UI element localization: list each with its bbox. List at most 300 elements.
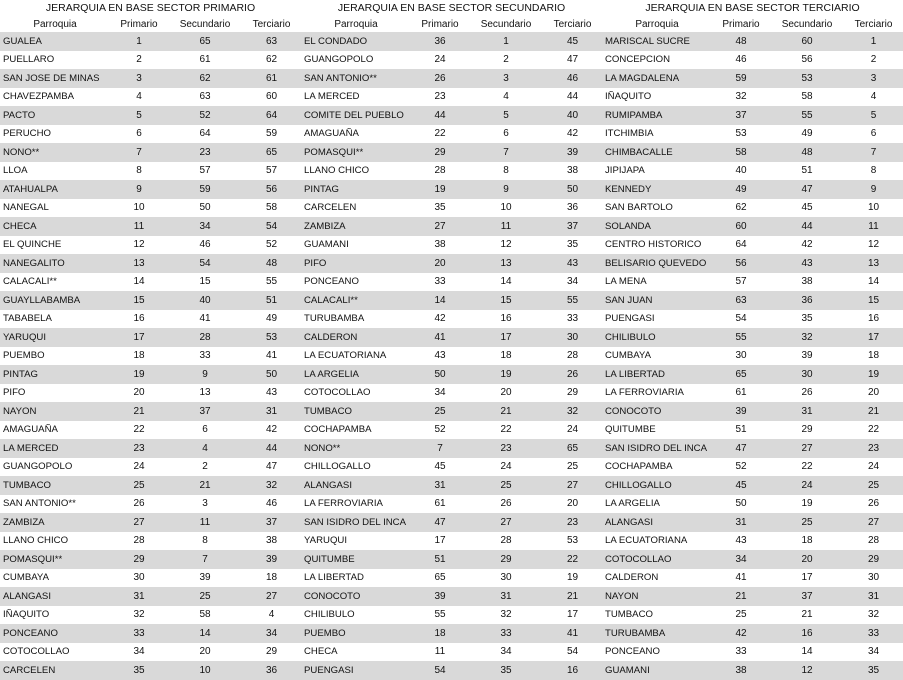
table-row [301,458,602,477]
table-row [602,328,903,347]
cell-parroquia: PINTAG [0,365,110,384]
table-row [602,106,903,125]
table-row [602,51,903,70]
cell-terciario: 21 [543,587,602,606]
cell-parroquia: ALANGASI [0,587,110,606]
cell-parroquia: PINTAG [301,180,411,199]
cell-terciario: 13 [844,254,903,273]
cell-parroquia: LA ARGELIA [602,495,712,514]
table-row [0,125,301,144]
cell-terciario: 47 [242,458,301,477]
cell-primario: 25 [110,476,168,495]
cell-primario: 38 [712,661,770,680]
header-terciario: Terciario [252,18,291,30]
table-row [602,236,903,255]
cell-secundario: 2 [168,458,242,477]
table-row [0,69,301,88]
cell-terciario: 12 [844,236,903,255]
cell-primario: 11 [411,643,469,662]
cell-parroquia: TUMBACO [602,606,712,625]
cell-terciario: 32 [844,606,903,625]
cell-secundario: 23 [168,143,242,162]
cell-primario: 63 [712,291,770,310]
cell-parroquia: TABABELA [0,310,110,329]
cell-primario: 55 [712,328,770,347]
cell-terciario: 62 [242,51,301,70]
cell-parroquia: PIFO [301,254,411,273]
cell-secundario: 10 [469,199,543,218]
table-row [301,162,602,181]
cell-secundario: 26 [469,495,543,514]
cell-primario: 14 [110,273,168,292]
cell-primario: 40 [712,162,770,181]
cell-parroquia: SAN BARTOLO [602,199,712,218]
cell-terciario: 37 [242,513,301,532]
cell-secundario: 63 [168,88,242,107]
cell-secundario: 31 [770,402,844,421]
cell-terciario: 38 [543,162,602,181]
cell-secundario: 15 [469,291,543,310]
cell-terciario: 27 [242,587,301,606]
cell-primario: 46 [712,51,770,70]
cell-terciario: 11 [844,217,903,236]
cell-parroquia: LA ECUATORIANA [602,532,712,551]
cell-secundario: 58 [770,88,844,107]
cell-parroquia: NAYON [0,402,110,421]
cell-secundario: 17 [469,328,543,347]
header-row [0,16,301,32]
cell-secundario: 34 [168,217,242,236]
cell-parroquia: TURUBAMBA [301,310,411,329]
cell-primario: 39 [712,402,770,421]
cell-secundario: 20 [168,643,242,662]
cell-parroquia: CARCELEN [301,199,411,218]
cell-terciario: 25 [844,476,903,495]
cell-primario: 13 [110,254,168,273]
table-row [301,643,602,662]
cell-secundario: 41 [168,310,242,329]
table-row [602,217,903,236]
cell-terciario: 40 [543,106,602,125]
cell-secundario: 62 [168,69,242,88]
cell-secundario: 13 [168,384,242,403]
cell-parroquia: AMAGUAÑA [301,125,411,144]
header-secundario: Secundario [179,18,231,30]
cell-parroquia: TUMBACO [0,476,110,495]
table-row [301,236,602,255]
cell-secundario: 57 [168,162,242,181]
cell-secundario: 14 [770,643,844,662]
cell-parroquia: EL CONDADO [301,32,411,51]
cell-terciario: 28 [543,347,602,366]
cell-secundario: 40 [168,291,242,310]
cell-secundario: 44 [770,217,844,236]
table-row [0,532,301,551]
cell-primario: 8 [110,162,168,181]
cell-terciario: 24 [844,458,903,477]
cell-secundario: 39 [770,347,844,366]
cell-parroquia: LA LIBERTAD [602,365,712,384]
cell-terciario: 35 [543,236,602,255]
cell-parroquia: CONOCOTO [602,402,712,421]
cell-secundario: 11 [469,217,543,236]
cell-terciario: 54 [543,643,602,662]
cell-primario: 2 [110,51,168,70]
header-parroquia: Parroquia [334,18,378,30]
table-row [301,273,602,292]
cell-parroquia: NONO** [0,143,110,162]
cell-secundario: 22 [469,421,543,440]
cell-terciario: 37 [543,217,602,236]
cell-parroquia: EL QUINCHE [0,236,110,255]
panel-title: JERARQUIA EN BASE SECTOR SECUNDARIO [337,2,566,14]
cell-parroquia: LA MENA [602,273,712,292]
cell-primario: 36 [411,32,469,51]
cell-terciario: 53 [543,532,602,551]
panel-title: JERARQUIA EN BASE SECTOR TERCIARIO [645,2,860,14]
cell-secundario: 50 [168,199,242,218]
cell-terciario: 48 [242,254,301,273]
cell-terciario: 41 [242,347,301,366]
cell-secundario: 32 [469,606,543,625]
table-row [301,88,602,107]
cell-terciario: 10 [844,199,903,218]
cell-secundario: 43 [770,254,844,273]
cell-secundario: 32 [770,328,844,347]
cell-secundario: 30 [770,365,844,384]
cell-parroquia: PONCEANO [0,624,110,643]
cell-terciario: 34 [242,624,301,643]
cell-secundario: 33 [469,624,543,643]
cell-secundario: 21 [168,476,242,495]
cell-terciario: 43 [543,254,602,273]
cell-terciario: 50 [242,365,301,384]
cell-primario: 17 [110,328,168,347]
cell-parroquia: PUENGASI [602,310,712,329]
header-primario: Primario [421,18,459,30]
cell-parroquia: CALACALI** [301,291,411,310]
cell-parroquia: CONCEPCION [602,51,712,70]
cell-secundario: 42 [770,236,844,255]
table-row [301,328,602,347]
table-row [301,51,602,70]
table-row [301,439,602,458]
cell-primario: 22 [110,421,168,440]
cell-parroquia: CHIMBACALLE [602,143,712,162]
cell-terciario: 63 [242,32,301,51]
cell-terciario: 51 [242,291,301,310]
cell-parroquia: LLOA [0,162,110,181]
cell-primario: 47 [712,439,770,458]
cell-primario: 45 [712,476,770,495]
table-row [0,606,301,625]
cell-primario: 34 [411,384,469,403]
cell-primario: 52 [712,458,770,477]
table-row [0,236,301,255]
cell-parroquia: QUITUMBE [301,550,411,569]
header-parroquia: Parroquia [33,18,77,30]
cell-secundario: 37 [168,402,242,421]
cell-secundario: 12 [469,236,543,255]
cell-secundario: 20 [469,384,543,403]
table-row [301,291,602,310]
table-row [602,273,903,292]
cell-parroquia: BELISARIO QUEVEDO [602,254,712,273]
cell-primario: 6 [110,125,168,144]
cell-terciario: 64 [242,106,301,125]
cell-parroquia: COCHAPAMBA [602,458,712,477]
cell-parroquia: SAN ISIDRO DEL INCA [602,439,712,458]
cell-secundario: 8 [469,162,543,181]
table-row [0,217,301,236]
table-row [301,254,602,273]
cell-terciario: 26 [844,495,903,514]
cell-secundario: 3 [469,69,543,88]
cell-parroquia: SAN ANTONIO** [301,69,411,88]
cell-primario: 43 [411,347,469,366]
cell-primario: 35 [411,199,469,218]
cell-parroquia: IÑAQUITO [0,606,110,625]
table-row [301,495,602,514]
table-row [602,421,903,440]
cell-terciario: 45 [543,32,602,51]
cell-primario: 20 [411,254,469,273]
cell-parroquia: CHECA [301,643,411,662]
table-row [0,106,301,125]
cell-terciario: 58 [242,199,301,218]
cell-secundario: 27 [469,513,543,532]
cell-terciario: 39 [543,143,602,162]
cell-parroquia: LLANO CHICO [301,162,411,181]
cell-primario: 14 [411,291,469,310]
cell-parroquia: SOLANDA [602,217,712,236]
cell-parroquia: COTOCOLLAO [0,643,110,662]
cell-primario: 57 [712,273,770,292]
cell-primario: 12 [110,236,168,255]
cell-terciario: 14 [844,273,903,292]
cell-terciario: 27 [543,476,602,495]
cell-terciario: 35 [844,661,903,680]
cell-parroquia: GUANGOPOLO [301,51,411,70]
cell-parroquia: PACTO [0,106,110,125]
cell-terciario: 4 [844,88,903,107]
cell-primario: 28 [110,532,168,551]
cell-secundario: 26 [770,384,844,403]
cell-terciario: 5 [844,106,903,125]
cell-parroquia: COTOCOLLAO [602,550,712,569]
cell-primario: 65 [712,365,770,384]
table-row [602,643,903,662]
cell-secundario: 55 [770,106,844,125]
cell-primario: 19 [411,180,469,199]
table-row [301,606,602,625]
cell-primario: 11 [110,217,168,236]
cell-terciario: 33 [543,310,602,329]
cell-parroquia: CARCELEN [0,661,110,680]
cell-primario: 28 [411,162,469,181]
cell-primario: 56 [712,254,770,273]
cell-secundario: 46 [168,236,242,255]
cell-terciario: 20 [844,384,903,403]
cell-terciario: 65 [543,439,602,458]
table-row [602,495,903,514]
cell-primario: 7 [411,439,469,458]
cell-terciario: 52 [242,236,301,255]
table-row [602,365,903,384]
table-row [0,513,301,532]
table-row [0,328,301,347]
cell-secundario: 30 [469,569,543,588]
cell-terciario: 23 [543,513,602,532]
cell-parroquia: PONCEANO [301,273,411,292]
cell-secundario: 6 [469,125,543,144]
cell-parroquia: GUAMANI [602,661,712,680]
cell-parroquia: CHILLOGALLO [301,458,411,477]
cell-secundario: 1 [469,32,543,51]
cell-primario: 53 [712,125,770,144]
cell-terciario: 17 [844,328,903,347]
cell-secundario: 36 [770,291,844,310]
cell-secundario: 7 [168,550,242,569]
cell-terciario: 18 [844,347,903,366]
cell-secundario: 58 [168,606,242,625]
cell-secundario: 8 [168,532,242,551]
cell-primario: 42 [712,624,770,643]
cell-terciario: 29 [242,643,301,662]
cell-primario: 51 [712,421,770,440]
cell-primario: 26 [110,495,168,514]
cell-parroquia: CALACALI** [0,273,110,292]
cell-primario: 45 [411,458,469,477]
table-row [0,458,301,477]
cell-terciario: 2 [844,51,903,70]
cell-secundario: 14 [168,624,242,643]
cell-terciario: 44 [543,88,602,107]
cell-parroquia: NANEGAL [0,199,110,218]
cell-parroquia: POMASQUI** [301,143,411,162]
cell-terciario: 6 [844,125,903,144]
table-row [301,402,602,421]
header-terciario: Terciario [553,18,592,30]
cell-terciario: 4 [242,606,301,625]
cell-primario: 3 [110,69,168,88]
table-row [0,624,301,643]
table-row [301,217,602,236]
header-primario: Primario [120,18,158,30]
cell-terciario: 22 [844,421,903,440]
cell-primario: 24 [411,51,469,70]
cell-parroquia: CENTRO HISTORICO [602,236,712,255]
cell-parroquia: PUENGASI [301,661,411,680]
cell-secundario: 35 [770,310,844,329]
cell-terciario: 19 [543,569,602,588]
ranking-table [602,16,903,680]
cell-secundario: 25 [168,587,242,606]
table-row [301,513,602,532]
cell-secundario: 23 [469,439,543,458]
cell-terciario: 34 [543,273,602,292]
cell-parroquia: GUAMANI [301,236,411,255]
table-row [602,125,903,144]
cell-primario: 48 [712,32,770,51]
table-row [602,199,903,218]
cell-parroquia: PUEMBO [301,624,411,643]
cell-secundario: 34 [469,643,543,662]
cell-secundario: 61 [168,51,242,70]
cell-parroquia: LA LIBERTAD [301,569,411,588]
header-parroquia: Parroquia [635,18,679,30]
header-row [301,16,602,32]
table-row [0,402,301,421]
cell-secundario: 25 [469,476,543,495]
cell-primario: 35 [110,661,168,680]
cell-terciario: 16 [543,661,602,680]
cell-primario: 33 [411,273,469,292]
cell-primario: 43 [712,532,770,551]
cell-terciario: 27 [844,513,903,532]
cell-parroquia: ZAMBIZA [0,513,110,532]
table-row [0,421,301,440]
cell-parroquia: CHECA [0,217,110,236]
cell-secundario: 38 [770,273,844,292]
cell-primario: 1 [110,32,168,51]
cell-secundario: 6 [168,421,242,440]
cell-primario: 29 [110,550,168,569]
cell-parroquia: PERUCHO [0,125,110,144]
table-row [602,587,903,606]
table-row [602,384,903,403]
cell-parroquia: SAN ANTONIO** [0,495,110,514]
cell-terciario: 15 [844,291,903,310]
cell-primario: 24 [110,458,168,477]
cell-terciario: 24 [543,421,602,440]
cell-secundario: 53 [770,69,844,88]
cell-primario: 26 [411,69,469,88]
cell-terciario: 28 [844,532,903,551]
cell-terciario: 57 [242,162,301,181]
cell-terciario: 31 [844,587,903,606]
cell-terciario: 22 [543,550,602,569]
cell-terciario: 29 [543,384,602,403]
cell-parroquia: LLANO CHICO [0,532,110,551]
cell-secundario: 65 [168,32,242,51]
cell-terciario: 49 [242,310,301,329]
table-row [301,587,602,606]
cell-terciario: 46 [543,69,602,88]
table-row [602,458,903,477]
table-row [602,88,903,107]
table-row [0,310,301,329]
cell-terciario: 29 [844,550,903,569]
cell-parroquia: CHAVEZPAMBA [0,88,110,107]
cell-primario: 52 [411,421,469,440]
table-row [0,569,301,588]
table-body [301,32,602,680]
cell-terciario: 44 [242,439,301,458]
table-row [0,88,301,107]
cell-primario: 37 [712,106,770,125]
cell-terciario: 61 [242,69,301,88]
cell-secundario: 59 [168,180,242,199]
table-body [0,32,301,680]
cell-terciario: 47 [543,51,602,70]
table-row [0,587,301,606]
cell-primario: 47 [411,513,469,532]
cell-secundario: 22 [770,458,844,477]
cell-secundario: 21 [770,606,844,625]
cell-primario: 54 [712,310,770,329]
cell-secundario: 17 [770,569,844,588]
